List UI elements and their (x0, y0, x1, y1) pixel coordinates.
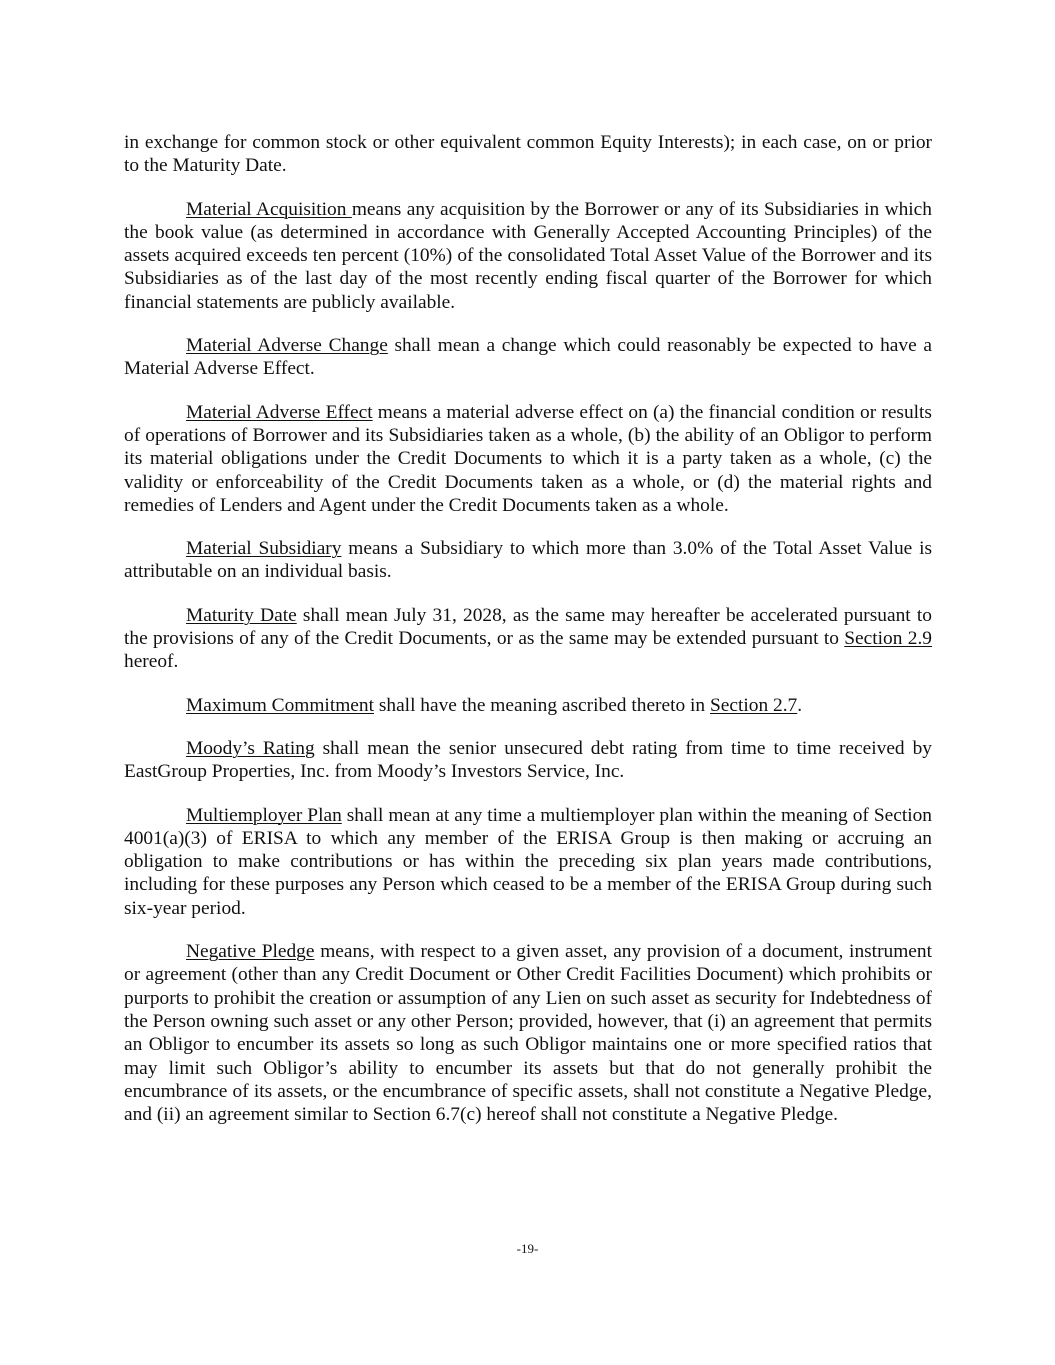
definition-maximum-commitment (124, 694, 932, 717)
definition-text-tail: . (797, 694, 803, 716)
defined-term: Material Subsidiary (186, 538, 342, 560)
continuation-paragraph: in exchange for common stock or other equivalent common Equity Interests); in each case, on or prior to the Maturity Date. (124, 132, 932, 177)
section-reference: Section 2.9 (844, 628, 932, 650)
definition-text: shall mean the senior unsecured debt rating from time to time received by EastGroup Properties, Inc. from Moody’s Investors Service, Inc. (124, 737, 932, 783)
definition-material-acquisition (124, 198, 932, 314)
document-page (124, 131, 932, 1146)
defined-term: Multiemployer Plan (186, 804, 342, 826)
definition-material-adverse-effect (124, 401, 932, 517)
definition-text: means, with respect to a given asset, any provision of a document, instrument or agreement (other than any Credit Document or Other Credit Facilities Document) which prohibits or purports to prohibit the creation or assumption of any Lien on such asset as security for Indebtedness of the Person owning such asset or any other Person; provided, however, that (i) an agreement that permits an Obligor to encumber its assets so long as such Obligor maintains one or more specified ratios that may limit such Obligor’s ability to encumber its assets but that do not generally prohibit the encumbrance of its assets, or the encumbrance of specific assets, shall not constitute a Negative Pledge, and (ii) an agreement similar to Section 6.7(c) hereof shall not constitute a Negative Pledge. (124, 941, 932, 1126)
definition-text: means a material adverse effect on (a) the financial condition or results of operations of Borrower and its Subsidiaries taken as a whole, (b) the ability of an Obligor to perform its material obligations under the Credit Documents to which it is a party taken as a whole, (c) the validity or enforceability of the Credit Documents taken as a whole, or (d) the material rights and remedies of Lenders and Agent under the Credit Documents taken as a whole. (124, 401, 932, 516)
definition-multiemployer-plan (124, 804, 932, 920)
definition-material-adverse-change (124, 334, 932, 381)
page-number: -19- (516, 1241, 539, 1256)
defined-term: Moody’s Rating (186, 737, 315, 759)
definition-text: shall mean July 31, 2028, as the same may hereafter be accelerated pursuant to the provisions of any of the Credit Documents, or as the same may be extended pursuant to (124, 604, 932, 650)
defined-term: Material Adverse Change (186, 335, 388, 357)
definition-moodys-rating (124, 737, 932, 784)
definition-text: shall mean a change which could reasonably be expected to have a Material Adverse Effect. (124, 335, 932, 380)
definition-text: shall have the meaning ascribed thereto in (373, 694, 710, 716)
defined-term: Maximum Commitment (186, 694, 374, 716)
definition-maturity-date (124, 604, 932, 674)
definition-text: shall mean at any time a multiemployer plan within the meaning of Section 4001(a)(3) of ERISA to which any member of the ERISA Group is then making or accruing an obligation to make contributions or has within the preceding six plan years made contributions, including for these purposes any Person which ceased to be a member of the ERISA Group during such six-year period. (124, 804, 932, 919)
section-reference: Section 2.7 (709, 694, 798, 716)
defined-term: Negative Pledge (186, 941, 315, 963)
definition-negative-pledge (124, 940, 932, 1126)
definition-text: means a Subsidiary to which more than 3.0% of the Total Asset Value is attributable on an individual basis. (124, 538, 933, 583)
definition-text-tail: hereof. (124, 651, 179, 673)
definition-text: means any acquisition by the Borrower or any of its Subsidiaries in which the book value (as determined in accordance with Generally Accepted Accounting Principles) of the assets acquired exceeds ten percent (10%) of the consolidated Total Asset Value of the Borrower and its Subsidiaries as of the last day of the most recently ending fiscal quarter of the Borrower for which financial statements are publicly available. (124, 198, 932, 313)
defined-term: Material Adverse Effect (186, 401, 373, 423)
defined-term: Maturity Date (186, 604, 297, 626)
definition-material-subsidiary (124, 537, 932, 584)
defined-term: Material Acquisition (186, 198, 352, 220)
